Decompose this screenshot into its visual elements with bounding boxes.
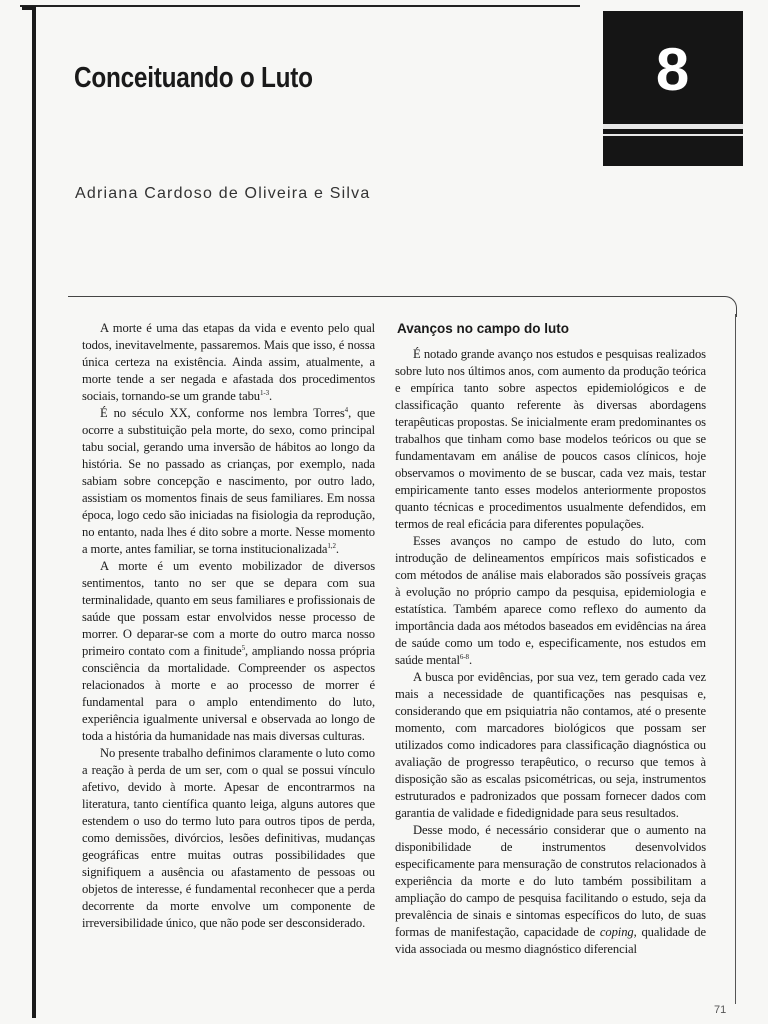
paragraph: Desse modo, é necessário considerar que o aumento na disponibilidade de instrumentos desenvolvidos especificamente para mensuração de construtos relacionados à experiência da morte e do luto também possibilitam a ampliação do campo de pesquisa facilitando o estudo, seja da prevalência de sinais e sintomas específicos do luto, de suas formas de manifestação, capacidade de coping, qualidade de vida associada ou mesmo diagnóstico diferencial: [395, 823, 706, 956]
column-top-rule: [68, 296, 718, 297]
right-column: [395, 346, 706, 958]
paragraph: É notado grande avanço nos estudos e pesquisas realizados sobre luto nos últimos anos, com aumento da produção teórica e empírica tanto sobre aspectos epidemiológicos e de classificação quanto referente às diversas abordagens terapêuticas propostas. Se inicialmente eram predominantes os trabalhos que tinham como base modelos teóricos ou que se fundamentavam em análise de poucos casos clínicos, hoje observamos o movimento de se buscar, cada vez mais, testar empiricamente tanto esses modelos anteriormente propostos quanto técnicas e procedimentos usualmente defendidos, em termos de real eficácia para diferentes populações.: [395, 347, 706, 531]
section-heading: Avanços no campo do luto: [397, 321, 570, 336]
paragraph: É no século XX, conforme nos lembra Torres$^4$, que ocorre a substituição pela morte, do sexo, como principal tabu social, gerando uma inversão de hábitos ao longo da história. Se no passado as crianças, por exemplo, nada sabiam sobre concepção e nascimento, por outro lado, assistiam os momentos finais de seus familiares. Em nossa época, logo cedo são iniciadas na fisiologia da reprodução, no entanto, nada lhes é dito sobre a morte. Nesse momento a morte, antes familiar, se torna institucionalizada$^{1,2}$.: [82, 405, 375, 556]
left-margin-bar: [32, 6, 36, 1018]
paragraph: A busca por evidências, por sua vez, tem gerado cada vez mais a necessidade de quantificações nas pesquisas e, considerando que em psiquiatria não contamos, até o presente momento, com marcadores biológicos que possam ser utilizados como indicadores para classificação diagnóstica ou avaliação de progresso terapêutico, o recurso que temos à disposição são as escalas psicométricas, ou seja, instrumentos estruturados e padronizados que possam fornecer dados com garantia de validade e fidedignidade para seus resultados.: [395, 670, 706, 820]
paragraph: No presente trabalho definimos claramente o luto como a reação à perda de um ser, com o qual se possui vínculo afetivo, devido à morte. Apesar de encontrarmos na literatura, tanto científica quanto leiga, alguns autores que estendem o uso do termo luto para outros tipos de perda, como demissões, divórcios, lesões definitivas, mudanças geográficas entre muitas outras possibilidades que signifiquem a ausência ou afastamento de pessoas ou objetos de interesse, é fundamental reconhecer que a perda decorrente da morte envolve um componente de irreversibilidade único, que não pode ser desconsiderado.: [82, 746, 375, 930]
chapter-stripe-thin: [603, 134, 743, 136]
page-number: 71: [714, 1004, 727, 1016]
chapter-title: Conceituando o Luto: [74, 62, 313, 94]
paragraph: Esses avanços no campo de estudo do luto, com introdução de delineamentos empíricos mais sofisticados e com métodos de análise mais elaborados são possíveis graças à evolução no próprio campo da pesquisa, epidemiologia e estatística. Também aparece como reflexo do aumento da importância dada aos métodos baseados em evidências na área de saúde como um todo e, especificamente, nos estudos em saúde mental$^{6-8}$.: [395, 534, 706, 667]
chapter-stripe: [603, 124, 743, 129]
column-right-rule: [735, 314, 736, 1004]
top-rule: [20, 5, 580, 7]
chapter-number: 8: [655, 36, 691, 103]
paragraph: A morte é um evento mobilizador de diversos sentimentos, tanto no ser que se depara com sua terminalidade, quanto em seus familiares e profissionais de saúde que possam estar envolvidos nesse processo de morrer. O deparar-se com a morte do outro marca nosso primeiro contato com a finitude$^5$, ampliando nossa própria consciência da mortalidade. Compreender os aspectos relacionados à morte e ao processo de morrer é fundamental para o amplo entendimento do luto, experiência igualmente universal e observada ao longo de toda a história da humanidade nas mais diversas culturas.: [82, 559, 375, 743]
author-name: Adriana Cardoso de Oliveira e Silva: [75, 185, 371, 202]
left-column: [82, 320, 375, 932]
column-corner-rule: [716, 296, 737, 317]
chapter-number-box: [603, 11, 743, 166]
paragraph: A morte é uma das etapas da vida e evento pelo qual todos, inevitavelmente, passaremos. Mais que isso, é nossa única certeza na existência. Ainda assim, atualmente, a morte tende a ser negada e afastada dos procedimentos sociais, tornando-se um grande tabu$^{1-3}$.: [82, 321, 375, 403]
